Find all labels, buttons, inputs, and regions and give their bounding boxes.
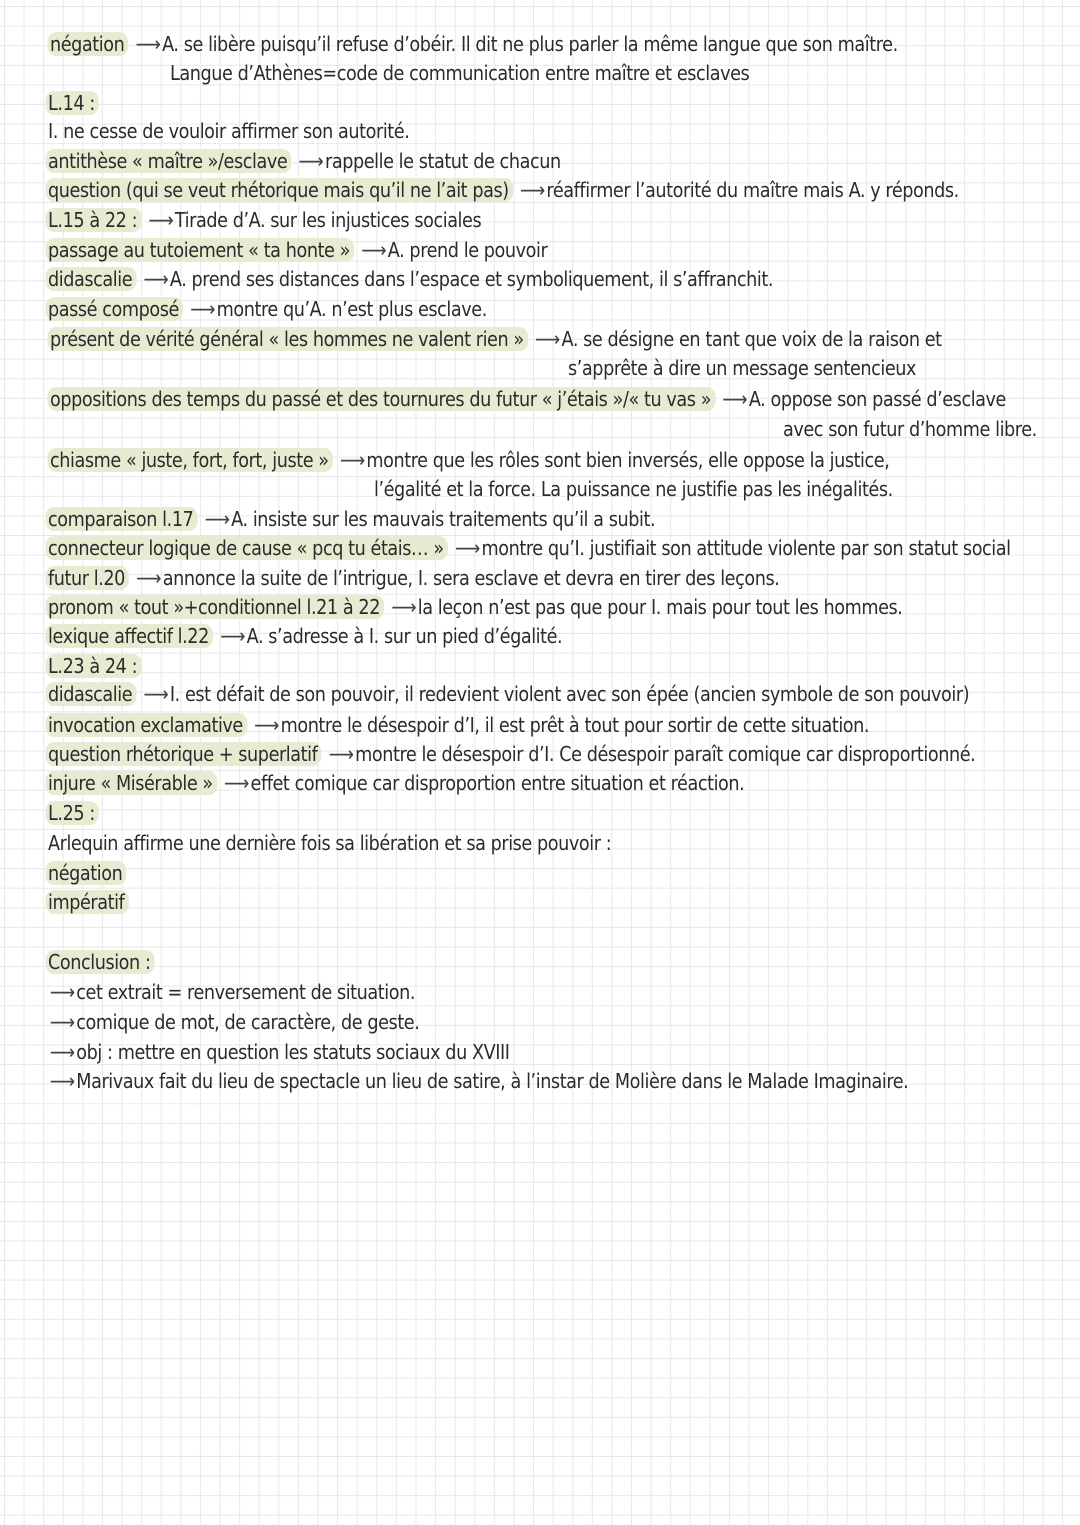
note-line [50, 446, 889, 474]
note-text: la leçon n’est pas que pour I. mais pour tout les hommes. [417, 595, 903, 619]
note-text: l’égalité et la force. La puissance ne justifie pas les inégalités. [374, 477, 893, 501]
arrow-icon: ⟶ [49, 980, 75, 1004]
note-text: Tirade d’A. sur les injustices sociales [174, 208, 482, 232]
note-line [48, 948, 155, 976]
highlighted-term: comparaison l.17 [45, 507, 197, 531]
highlighted-term: invocation exclamative [45, 713, 247, 737]
note-line [48, 859, 127, 887]
note-line [48, 265, 773, 293]
highlighted-term: connecteur logique de cause « pcq tu étais… » [45, 536, 448, 560]
note-line [48, 147, 561, 175]
arrow-icon: ⟶ [49, 1040, 75, 1064]
note-text: Arlequin affirme une dernière fois sa libération et sa prise pouvoir : [48, 831, 612, 855]
arrow-icon: ⟶ [49, 1010, 75, 1034]
note-text: obj : mettre en question les statuts sociaux du XVIII [76, 1040, 510, 1064]
highlighted-term: futur l.20 [45, 566, 129, 590]
note-line [48, 829, 611, 857]
note-text: Marivaux fait du lieu de spectacle un lieu de satire, à l’instar de Molière dans le Malade Imaginaire. [76, 1069, 909, 1093]
highlighted-term: négation [47, 32, 128, 56]
arrow-icon: ⟶ [293, 149, 324, 173]
note-line [374, 475, 893, 503]
note-line [48, 236, 547, 264]
note-text: A. se désigne en tant que voix de la raison et [561, 327, 942, 351]
arrow-icon: ⟶ [529, 327, 560, 351]
highlighted-term: L.25 : [45, 801, 99, 825]
highlighted-term: antithèse « maître »/esclave [45, 149, 291, 173]
note-line [50, 325, 942, 353]
highlighted-term: lexique affectif l.22 [45, 624, 213, 648]
arrow-icon: ⟶ [138, 682, 169, 706]
highlighted-term: Conclusion : [45, 950, 154, 974]
highlighted-term: question rhétorique + superlatif [45, 742, 321, 766]
note-line [48, 593, 902, 621]
note-text: annonce la suite de l’intrigue, I. sera esclave et devra en tirer des leçons. [162, 566, 780, 590]
highlighted-term: didascalie [45, 682, 136, 706]
note-line [48, 740, 975, 768]
note-line [48, 1008, 419, 1036]
note-text: rappelle le statut de chacun [325, 149, 561, 173]
note-text: réaffirmer l’autorité du maître mais A. y réponds. [546, 178, 959, 202]
note-text: montre le désespoir d’I. Ce désespoir paraît comique car disproportionné. [355, 742, 976, 766]
arrow-icon: ⟶ [130, 566, 161, 590]
arrow-icon: ⟶ [130, 32, 161, 56]
highlighted-term: L.14 : [45, 91, 99, 115]
arrow-icon: ⟶ [199, 507, 230, 531]
note-text: I. ne cesse de vouloir affirmer son autorité. [48, 119, 410, 143]
note-line [48, 564, 779, 592]
arrow-icon: ⟶ [184, 297, 215, 321]
highlighted-term: didascalie [45, 267, 136, 291]
note-line [48, 1038, 510, 1066]
arrow-icon: ⟶ [386, 595, 417, 619]
highlighted-term: L.15 à 22 : [45, 208, 141, 232]
note-text: A. insiste sur les mauvais traitements qu’il a subit. [231, 507, 656, 531]
note-text: cet extrait = renversement de situation. [76, 980, 416, 1004]
note-line [48, 711, 869, 739]
note-line [48, 117, 409, 145]
note-line [50, 30, 898, 58]
arrow-icon: ⟶ [143, 208, 174, 232]
note-text: effet comique car disproportion entre situation et réaction. [250, 771, 745, 795]
note-line [50, 385, 1006, 413]
note-text: avec son futur d’homme libre. [783, 417, 1037, 441]
note-line [48, 534, 1011, 562]
arrow-icon: ⟶ [214, 624, 245, 648]
highlighted-term: pronom « tout »+conditionnel l.21 à 22 [45, 595, 384, 619]
note-line [48, 176, 959, 204]
highlighted-term: L.23 à 24 : [45, 654, 141, 678]
highlighted-term: question (qui se veut rhétorique mais qu’il ne l’ait pas) [45, 178, 513, 202]
note-line [48, 978, 415, 1006]
highlighted-term: passé composé [45, 297, 183, 321]
highlighted-term: chiasme « juste, fort, fort, juste » [47, 448, 333, 472]
note-text: A. prend le pouvoir [387, 238, 548, 262]
note-line [48, 799, 99, 827]
note-text: montre que les rôles sont bien inversés, elle oppose la justice, [366, 448, 890, 472]
arrow-icon: ⟶ [514, 178, 545, 202]
note-line [48, 89, 99, 117]
note-text: A. oppose son passé d’esclave [748, 387, 1006, 411]
arrow-icon: ⟶ [449, 536, 480, 560]
note-line [48, 888, 129, 916]
note-line [568, 354, 916, 382]
highlighted-term: présent de vérité général « les hommes ne valent rien » [47, 327, 528, 351]
note-text: s’apprête à dire un message sentencieux [568, 356, 917, 380]
highlighted-term: injure « Misérable » [45, 771, 217, 795]
note-line [48, 622, 562, 650]
note-text: montre qu’A. n’est plus esclave. [216, 297, 487, 321]
note-text: montre qu’I. justifiait son attitude violente par son statut social [481, 536, 1011, 560]
highlighted-term: passage au tutoiement « ta honte » [45, 238, 354, 262]
note-line [48, 680, 969, 708]
arrow-icon: ⟶ [248, 713, 279, 737]
note-text: A. prend ses distances dans l’espace et symboliquement, il s’affranchit. [169, 267, 774, 291]
note-line [48, 1067, 908, 1095]
arrow-icon: ⟶ [138, 267, 169, 291]
highlighted-term: oppositions des temps du passé et des tournures du futur « j’étais »/« tu vas » [47, 387, 715, 411]
note-line [48, 769, 744, 797]
note-line [170, 59, 749, 87]
note-line [48, 295, 487, 323]
note-line [48, 206, 481, 234]
arrow-icon: ⟶ [717, 387, 748, 411]
note-text: comique de mot, de caractère, de geste. [76, 1010, 420, 1034]
note-line [783, 415, 1037, 443]
note-text: A. se libère puisqu’il refuse d’obéir. Il dit ne plus parler la même langue que son maître. [162, 32, 898, 56]
note-text: Langue d’Athènes=code de communication entre maître et esclaves [170, 61, 750, 85]
note-text: I. est défait de son pouvoir, il redevient violent avec son épée (ancien symbole de son pouvoir) [169, 682, 970, 706]
arrow-icon: ⟶ [218, 771, 249, 795]
arrow-icon: ⟶ [323, 742, 354, 766]
highlighted-term: négation [45, 861, 126, 885]
arrow-icon: ⟶ [356, 238, 387, 262]
note-line [48, 652, 141, 680]
arrow-icon: ⟶ [334, 448, 365, 472]
note-text: A. s’adresse à I. sur un pied d’égalité. [246, 624, 563, 648]
arrow-icon: ⟶ [49, 1069, 75, 1093]
note-line [48, 505, 655, 533]
highlighted-term: impératif [45, 890, 128, 914]
note-text: montre le désespoir d’I, il est prêt à tout pour sortir de cette situation. [280, 713, 870, 737]
